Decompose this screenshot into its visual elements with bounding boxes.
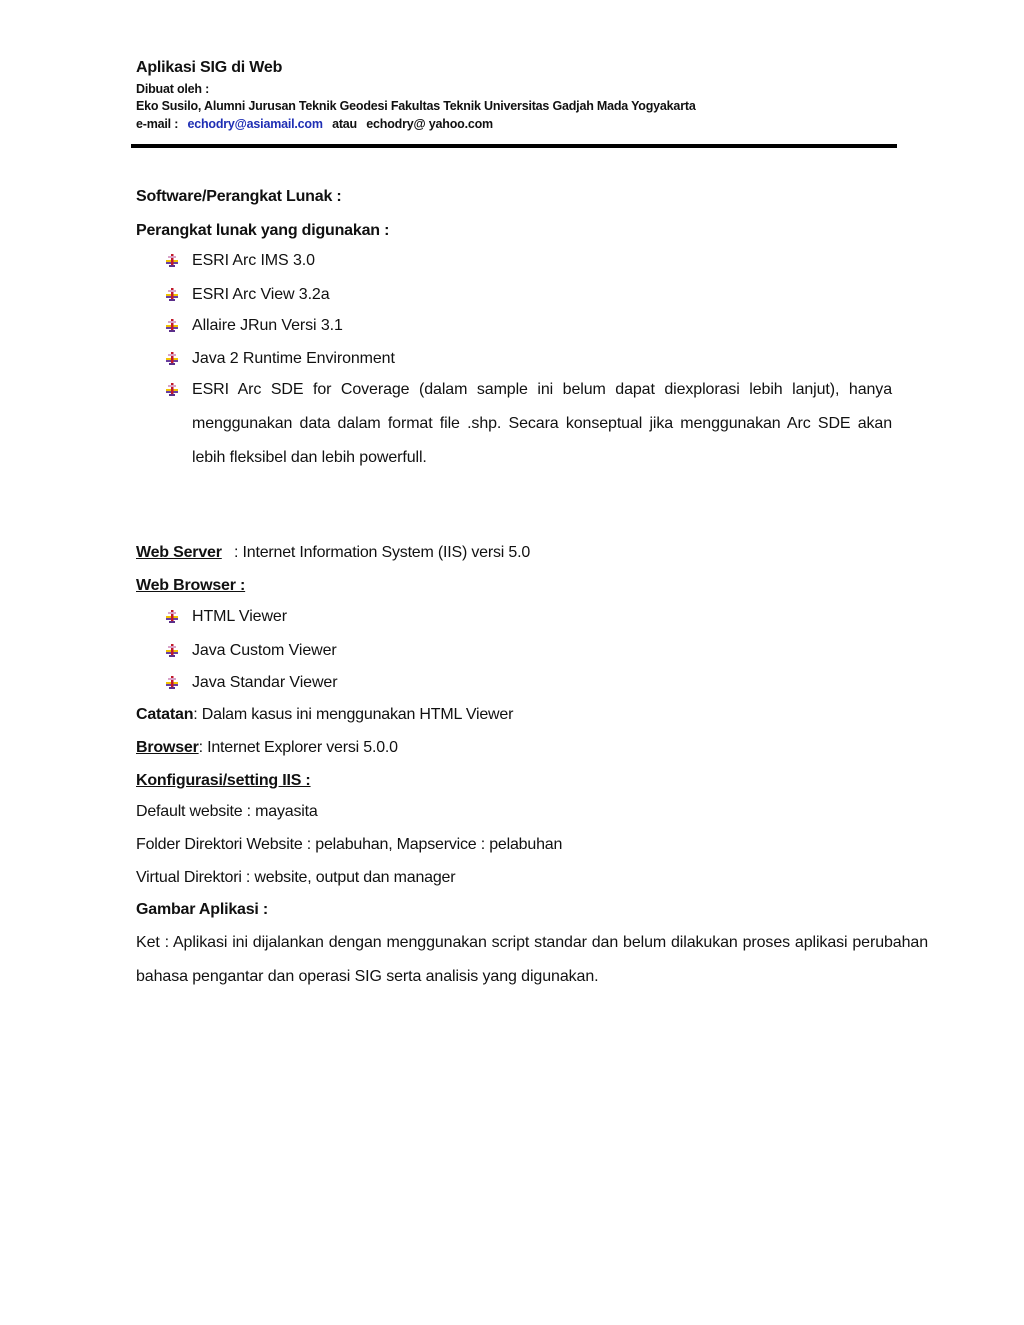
list-item-text: ESRI Arc IMS 3.0 — [192, 252, 315, 269]
pushpin-bullet-icon — [164, 382, 180, 398]
web-browser-heading: Web Browser : — [136, 577, 246, 594]
software-subheading: Perangkat lunak yang digunakan : — [136, 222, 390, 239]
header-divider — [131, 144, 897, 148]
author-label: Dibuat oleh : — [136, 82, 210, 96]
catatan-line — [136, 706, 513, 724]
web-server-value: : Internet Information System (IIS) versi 5.0 — [234, 544, 531, 561]
email-separator: atau — [332, 117, 357, 131]
pushpin-bullet-icon — [164, 287, 180, 303]
list-item — [164, 252, 315, 270]
catatan-label: Catatan — [136, 706, 194, 723]
konfigurasi-heading — [136, 772, 351, 790]
web-server-line — [136, 544, 530, 562]
browser-label: Browser — [136, 739, 199, 756]
pushpin-bullet-icon — [164, 643, 180, 659]
list-item-text: Allaire JRun Versi 3.1 — [192, 317, 343, 334]
pushpin-bullet-icon — [164, 318, 180, 334]
list-item-text: Java 2 Runtime Environment — [192, 350, 395, 367]
list-item — [164, 674, 337, 692]
list-item — [164, 642, 337, 660]
list-item-text: Java Standar Viewer — [192, 674, 338, 691]
list-item — [164, 608, 287, 626]
list-item — [164, 317, 343, 335]
konfigurasi-heading-text: Konfigurasi/setting IIS : — [136, 772, 311, 789]
email-line — [136, 117, 493, 131]
pushpin-bullet-icon — [164, 675, 180, 691]
folder-line: Folder Direktori Website : pelabuhan, Mapservice : pelabuhan — [136, 836, 563, 853]
email-secondary: echodry@ yahoo.com — [366, 117, 493, 131]
software-heading: Software/Perangkat Lunak : — [136, 188, 342, 205]
gambar-heading: Gambar Aplikasi : — [136, 901, 269, 918]
author-line: Eko Susilo, Alumni Jurusan Teknik Geodesi Fakultas Teknik Universitas Gadjah Mada Yogyakarta — [136, 99, 696, 113]
email-primary-link[interactable]: echodry@asiamail.com — [187, 117, 323, 131]
list-item-text: Java Custom Viewer — [192, 642, 337, 659]
list-item — [164, 286, 330, 304]
default-website-line: Default website : mayasita — [136, 803, 318, 820]
web-server-label: Web Server — [136, 544, 222, 561]
pushpin-bullet-icon — [164, 351, 180, 367]
pushpin-bullet-icon — [164, 609, 180, 625]
ket-paragraph: Ket : Aplikasi ini dijalankan dengan menggunakan script standar dan belum dilakukan proses aplikasi perubahan bahasa pengantar dan operasi SIG serta analisis yang digunakan. — [136, 934, 928, 985]
list-item-text: ESRI Arc View 3.2a — [192, 286, 330, 303]
list-item-long-text: ESRI Arc SDE for Coverage (dalam sample ini belum dapat diexplorasi lebih lanjut), hanya menggunakan data dalam format file .shp. Secara konseptual jika menggunakan Arc SDE akan lebih fleksibel dan lebih powerfull. — [192, 381, 892, 466]
document-title: Aplikasi SIG di Web — [136, 59, 283, 76]
browser-line — [136, 739, 398, 757]
list-item-text: HTML Viewer — [192, 608, 287, 625]
list-item — [164, 350, 395, 368]
browser-value: : Internet Explorer versi 5.0.0 — [198, 739, 398, 756]
catatan-value: : Dalam kasus ini menggunakan HTML Viewer — [193, 706, 514, 723]
virtual-directory-line: Virtual Direktori : website, output dan manager — [136, 869, 456, 886]
pushpin-bullet-icon — [164, 253, 180, 269]
email-label: e-mail : — [136, 117, 179, 131]
